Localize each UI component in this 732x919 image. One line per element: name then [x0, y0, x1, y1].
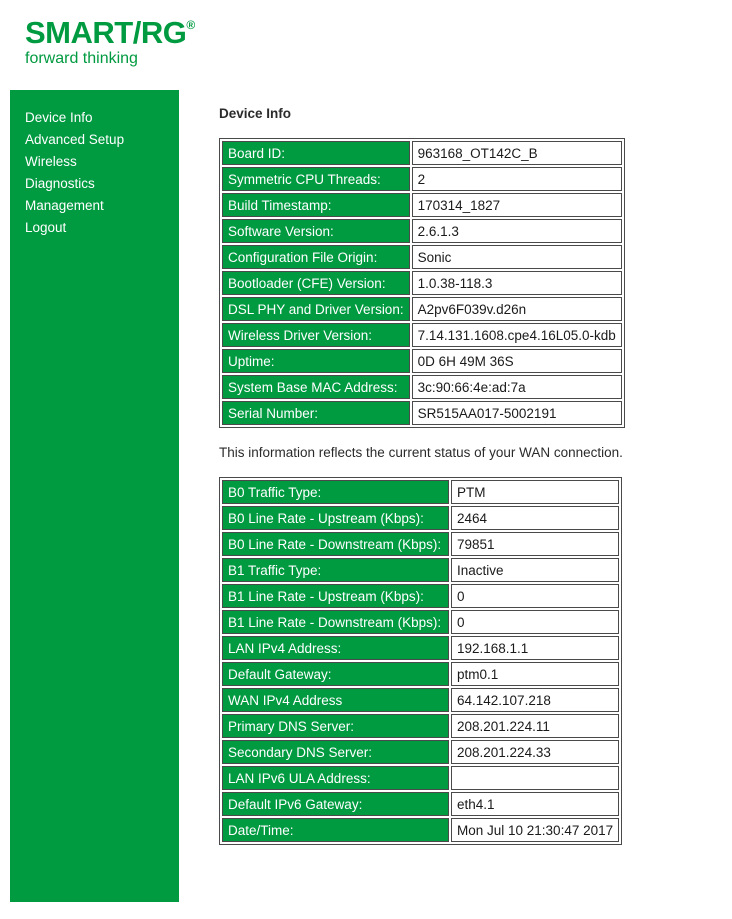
- brand-name: SMART/RG: [25, 15, 187, 50]
- row-label: LAN IPv4 Address:: [222, 636, 449, 660]
- page-title: Device Info: [219, 106, 292, 121]
- device-info-table: [219, 138, 625, 428]
- row-value: 2.6.1.3: [412, 219, 622, 243]
- row-value: Inactive: [451, 558, 619, 582]
- table-row: [222, 323, 622, 347]
- row-value: 192.168.1.1: [451, 636, 619, 660]
- row-value: 79851: [451, 532, 619, 556]
- row-value: 1.0.38-118.3: [412, 271, 622, 295]
- sidebar-item-diagnostics[interactable]: Diagnostics: [25, 176, 95, 191]
- row-label: Date/Time:: [222, 818, 449, 842]
- row-label: WAN IPv4 Address: [222, 688, 449, 712]
- row-value: 0D 6H 49M 36S: [412, 349, 622, 373]
- sidebar-item-wireless[interactable]: Wireless: [25, 154, 77, 169]
- row-value: eth4.1: [451, 792, 619, 816]
- sidebar-item-management[interactable]: Management: [25, 198, 104, 213]
- row-value: 3c:90:66:4e:ad:7a: [412, 375, 622, 399]
- table-row: [222, 740, 619, 764]
- table-row: [222, 167, 622, 191]
- table-row: [222, 610, 619, 634]
- header: [25, 8, 195, 68]
- table-row: [222, 714, 619, 738]
- row-label: System Base MAC Address:: [222, 375, 410, 399]
- row-value: 170314_1827: [412, 193, 622, 217]
- row-value: [451, 766, 619, 790]
- row-label: Secondary DNS Server:: [222, 740, 449, 764]
- row-label: Wireless Driver Version:: [222, 323, 410, 347]
- table-row: [222, 636, 619, 660]
- row-label: DSL PHY and Driver Version:: [222, 297, 410, 321]
- table-row: [222, 480, 619, 504]
- brand-tagline: forward thinking: [25, 50, 138, 67]
- row-value: 64.142.107.218: [451, 688, 619, 712]
- row-label: Primary DNS Server:: [222, 714, 449, 738]
- row-value: ptm0.1: [451, 662, 619, 686]
- table-row: [222, 401, 622, 425]
- table-row: [222, 141, 622, 165]
- row-label: Uptime:: [222, 349, 410, 373]
- wan-status-table: [219, 477, 622, 845]
- row-label: B1 Line Rate - Upstream (Kbps):: [222, 584, 449, 608]
- table-row: [222, 349, 622, 373]
- row-value: 208.201.224.33: [451, 740, 619, 764]
- wan-status-note: This information reflects the current status of your WAN connection.: [219, 445, 623, 460]
- table-row: [222, 558, 619, 582]
- row-label: Software Version:: [222, 219, 410, 243]
- row-value: A2pv6F039v.d26n: [412, 297, 622, 321]
- table-row: [222, 245, 622, 269]
- row-label: B0 Line Rate - Upstream (Kbps):: [222, 506, 449, 530]
- row-value: PTM: [451, 480, 619, 504]
- registered-trademark-icon: ®: [186, 18, 195, 32]
- row-value: 0: [451, 610, 619, 634]
- table-row: [222, 792, 619, 816]
- table-row: [222, 766, 619, 790]
- row-value: 963168_OT142C_B: [412, 141, 622, 165]
- row-value: 0: [451, 584, 619, 608]
- table-row: [222, 375, 622, 399]
- main-content: [219, 100, 689, 845]
- brand-logo: [25, 8, 195, 50]
- row-value: 7.14.131.1608.cpe4.16L05.0-kdb: [412, 323, 622, 347]
- row-value: 208.201.224.11: [451, 714, 619, 738]
- row-label: Build Timestamp:: [222, 193, 410, 217]
- sidebar-nav: [10, 90, 179, 902]
- row-label: Bootloader (CFE) Version:: [222, 271, 410, 295]
- table-row: [222, 193, 622, 217]
- row-value: Sonic: [412, 245, 622, 269]
- table-row: [222, 818, 619, 842]
- row-value: SR515AA017-5002191: [412, 401, 622, 425]
- sidebar-item-device-info[interactable]: Device Info: [25, 110, 93, 125]
- row-label: LAN IPv6 ULA Address:: [222, 766, 449, 790]
- table-row: [222, 506, 619, 530]
- row-label: Configuration File Origin:: [222, 245, 410, 269]
- row-label: B0 Traffic Type:: [222, 480, 449, 504]
- row-label: B0 Line Rate - Downstream (Kbps):: [222, 532, 449, 556]
- table-row: [222, 688, 619, 712]
- table-row: [222, 219, 622, 243]
- row-label: B1 Line Rate - Downstream (Kbps):: [222, 610, 449, 634]
- row-label: Default IPv6 Gateway:: [222, 792, 449, 816]
- table-row: [222, 662, 619, 686]
- row-label: B1 Traffic Type:: [222, 558, 449, 582]
- row-label: Serial Number:: [222, 401, 410, 425]
- row-value: 2: [412, 167, 622, 191]
- row-value: Mon Jul 10 21:30:47 2017: [451, 818, 619, 842]
- row-value: 2464: [451, 506, 619, 530]
- sidebar-item-logout[interactable]: Logout: [25, 220, 67, 235]
- table-row: [222, 271, 622, 295]
- table-row: [222, 584, 619, 608]
- row-label: Symmetric CPU Threads:: [222, 167, 410, 191]
- table-row: [222, 532, 619, 556]
- sidebar-item-advanced-setup[interactable]: Advanced Setup: [25, 132, 125, 147]
- row-label: Board ID:: [222, 141, 410, 165]
- table-row: [222, 297, 622, 321]
- row-label: Default Gateway:: [222, 662, 449, 686]
